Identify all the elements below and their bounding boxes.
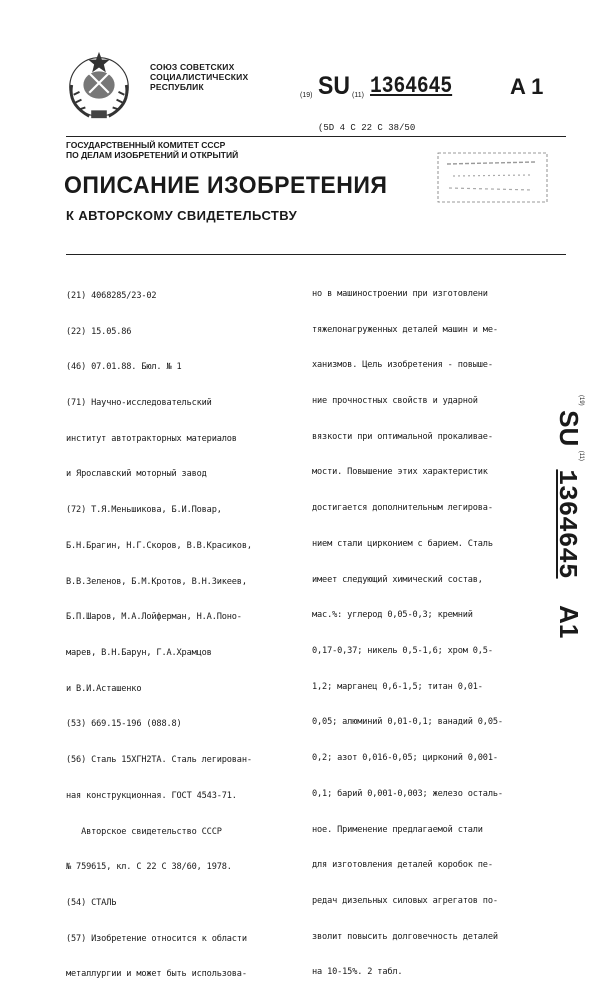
- text-line: (46) 07.01.88. Бюл. № 1: [66, 362, 182, 373]
- text-line: (54) СТАЛЬ: [66, 898, 117, 909]
- text-line: 1,2; марганец 0,6-1,5; титан 0,01-: [312, 681, 483, 692]
- header-divider: [66, 136, 566, 137]
- code-19-label: (19): [300, 92, 313, 99]
- text-line: Б.Н.Брагин, Н.Г.Скоров, В.В.Красиков,: [66, 540, 252, 551]
- text-line: металлургии и может быть использова-: [66, 969, 247, 980]
- text-line: (72) Т.Я.Меньшикова, Б.И.Повар,: [66, 505, 222, 516]
- org-line: РЕСПУБЛИК: [150, 82, 204, 92]
- document-kind: A 1: [510, 74, 544, 99]
- text-line: нием стали цирконием с барием. Сталь: [312, 538, 493, 549]
- library-stamp: [435, 150, 550, 205]
- text-line: на 10-15%. 2 табл.: [312, 967, 403, 978]
- text-line: 0,05; алюминий 0,01-0,1; ванадий 0,05-: [312, 717, 503, 728]
- text-line: (53) 669.15-196 (088.8): [66, 719, 182, 730]
- side-code-19: (19): [578, 395, 584, 406]
- text-line: тяжелонагруженных деталей машин и ме-: [312, 324, 498, 335]
- text-line: Авторское свидетельство СССР: [66, 826, 222, 837]
- org-line: СОЦИАЛИСТИЧЕСКИХ: [150, 72, 249, 82]
- document-title: ОПИСАНИЕ ИЗОБРЕТЕНИЯ: [64, 172, 388, 199]
- text-line: вязкости при оптимальной прокаливае-: [312, 431, 493, 442]
- text-line: марев, В.Н.Барун, Г.А.Храмцов: [66, 648, 212, 658]
- bibliographic-column: [66, 267, 252, 993]
- text-line: № 759615, кл. С 22 С 38/60, 1978.: [66, 862, 232, 873]
- text-line: институт автотракторных материалов: [66, 433, 237, 444]
- code-11-label: (11): [352, 92, 364, 99]
- text-line: 0,2; азот 0,016-0,05; цирконий 0,001-: [312, 753, 498, 764]
- organization-name: [150, 62, 248, 92]
- document-subtitle: К АВТОРСКОМУ СВИДЕТЕЛЬСТВУ: [66, 208, 298, 223]
- committee-line: ГОСУДАРСТВЕННЫЙ КОМИТЕТ СССР: [66, 140, 226, 150]
- title-divider: [66, 254, 566, 255]
- text-line: (57) Изобретение относится к области: [66, 933, 247, 944]
- text-line: (71) Научно-исследовательский: [66, 397, 212, 408]
- text-line: ное. Применение предлагаемой стали: [312, 824, 483, 835]
- text-line: мости. Повышение этих характеристик: [312, 467, 488, 478]
- org-line: СОЮЗ СОВЕТСКИХ: [150, 62, 235, 72]
- text-line: и Ярославский моторный завод: [66, 469, 207, 480]
- text-line: ние прочностных свойств и ударной: [312, 395, 478, 406]
- text-line: для изготовления деталей коробок пе-: [312, 860, 493, 871]
- text-line: но в машиностроении при изготовлени: [312, 288, 488, 299]
- side-code-11: (11): [578, 450, 584, 461]
- patent-number: 1364645: [370, 73, 453, 99]
- text-line: (21) 4068285/23-02: [66, 290, 157, 301]
- text-line: 0,17-0,37; никель 0,5-1,6; хром 0,5-: [312, 646, 493, 656]
- text-line: 0,1; барий 0,001-0,003; железо осталь-: [312, 788, 503, 799]
- text-line: имеет следующий химический состав,: [312, 574, 483, 585]
- text-line: (22) 15.05.86: [66, 326, 132, 337]
- country-code: SU: [318, 72, 350, 100]
- text-line: Б.П.Шаров, М.А.Лойферман, Н.А.Поно-: [66, 612, 242, 623]
- side-patent-number: 1364645: [552, 469, 582, 579]
- side-patent-label: [540, 395, 584, 705]
- text-line: В.В.Зеленов, Б.М.Кротов, В.Н.Зикеев,: [66, 576, 247, 587]
- text-line: ханизмов. Цель изобретения - повыше-: [312, 360, 493, 371]
- side-country-code: SU: [554, 410, 584, 447]
- side-document-kind: A1: [554, 605, 584, 639]
- committee-name: [66, 140, 238, 160]
- text-line: (56) Сталь 15ХГН2ТА. Сталь легирован-: [66, 755, 252, 766]
- text-line: достигается дополнительным легирова-: [312, 503, 493, 514]
- text-line: редач дизельных силовых агрегатов по-: [312, 896, 498, 907]
- text-line: и В.И.Асташенко: [66, 683, 142, 694]
- state-emblem: [60, 46, 138, 124]
- committee-line: ПО ДЕЛАМ ИЗОБРЕТЕНИЙ И ОТКРЫТИЙ: [66, 150, 239, 160]
- text-line: зволит повысить долговечность деталей: [312, 931, 498, 942]
- text-line: ная конструкционная. ГОСТ 4543-71.: [66, 790, 237, 801]
- abstract-column: [312, 265, 503, 991]
- text-line: мас.%: углерод 0,05-0,3; кремний: [312, 610, 473, 621]
- ipc-classification: (5D 4 С 22 С 38/50: [318, 123, 416, 133]
